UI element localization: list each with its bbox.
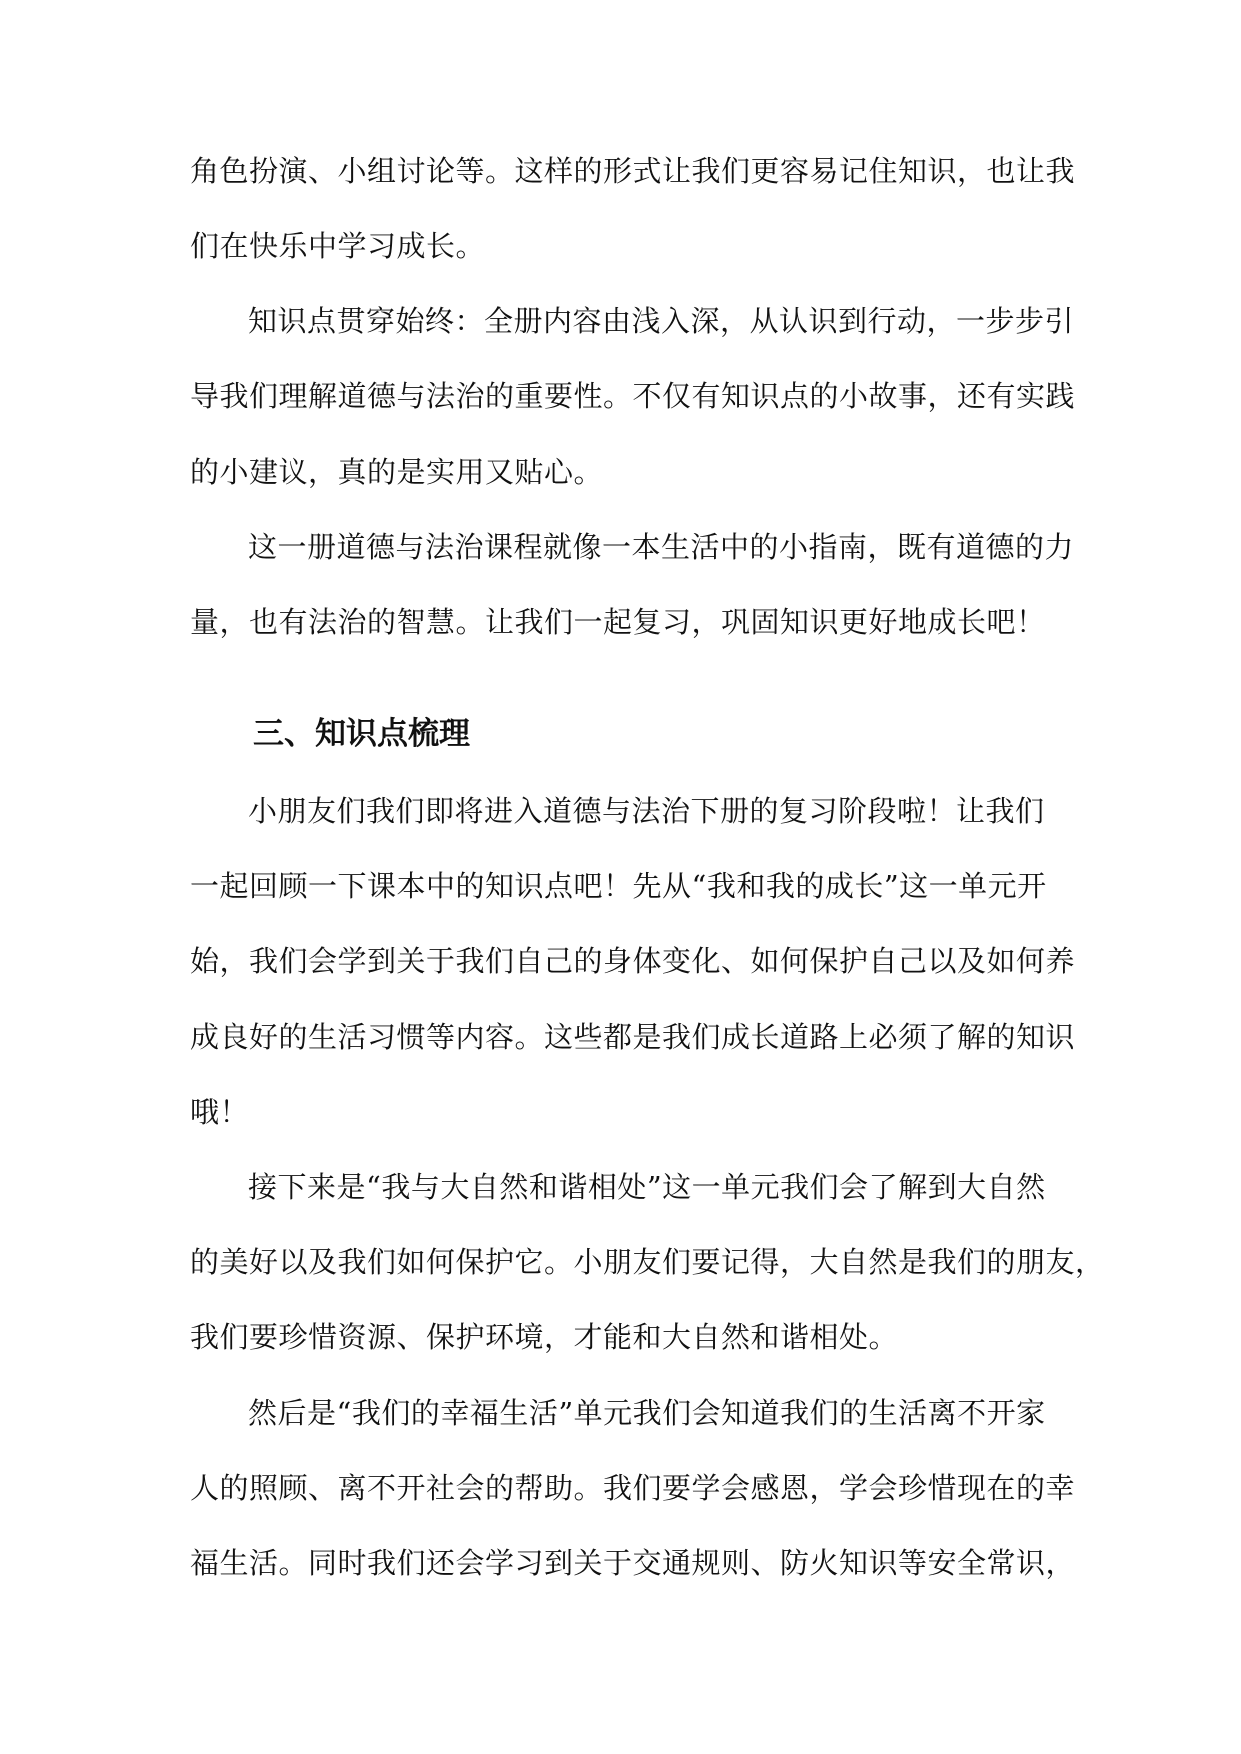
paragraph-first-line: 这一册道德与法治课程就像一本生活中的小指南，既有道德的力	[248, 530, 1075, 564]
section-heading: 三、知识点梳理	[253, 716, 470, 752]
text-line: 导我们理解道德与法治的重要性。不仅有知识点的小故事，还有实践	[190, 379, 1076, 413]
text-line: 成良好的生活习惯等内容。这些都是我们成长道路上必须了解的知识	[190, 1020, 1076, 1054]
text-line: 角色扮演、小组讨论等。这样的形式让我们更容易记住知识，也让我	[190, 154, 1076, 188]
text-line: 福生活。同时我们还会学习到关于交通规则、防火知识等安全常识，	[190, 1546, 1076, 1580]
text-line: 们在快乐中学习成长。	[190, 229, 486, 263]
paragraph-first-line: 然后是“我们的幸福生活”单元我们会知道我们的生活离不开家	[248, 1396, 1046, 1430]
text-line: 一起回顾一下课本中的知识点吧！先从“我和我的成长”这一单元开	[190, 869, 1047, 903]
paragraph-first-line: 知识点贯穿始终：全册内容由浅入深，从认识到行动，一步步引	[248, 304, 1075, 338]
text-line: 的美好以及我们如何保护它。小朋友们要记得，大自然是我们的朋友，	[190, 1245, 1105, 1279]
text-line: 的小建议，真的是实用又贴心。	[190, 455, 604, 489]
text-line: 哦！	[190, 1095, 250, 1129]
paragraph-first-line: 接下来是“我与大自然和谐相处”这一单元我们会了解到大自然	[248, 1170, 1046, 1204]
text-line: 量，也有法治的智慧。让我们一起复习，巩固知识更好地成长吧！	[190, 605, 1046, 639]
text-line: 始，我们会学到关于我们自己的身体变化、如何保护自己以及如何养	[190, 944, 1076, 978]
text-line: 我们要珍惜资源、保护环境，才能和大自然和谐相处。	[190, 1320, 899, 1354]
text-line: 人的照顾、离不开社会的帮助。我们要学会感恩，学会珍惜现在的幸	[190, 1471, 1076, 1505]
paragraph-first-line: 小朋友们我们即将进入道德与法治下册的复习阶段啦！让我们	[248, 794, 1045, 828]
